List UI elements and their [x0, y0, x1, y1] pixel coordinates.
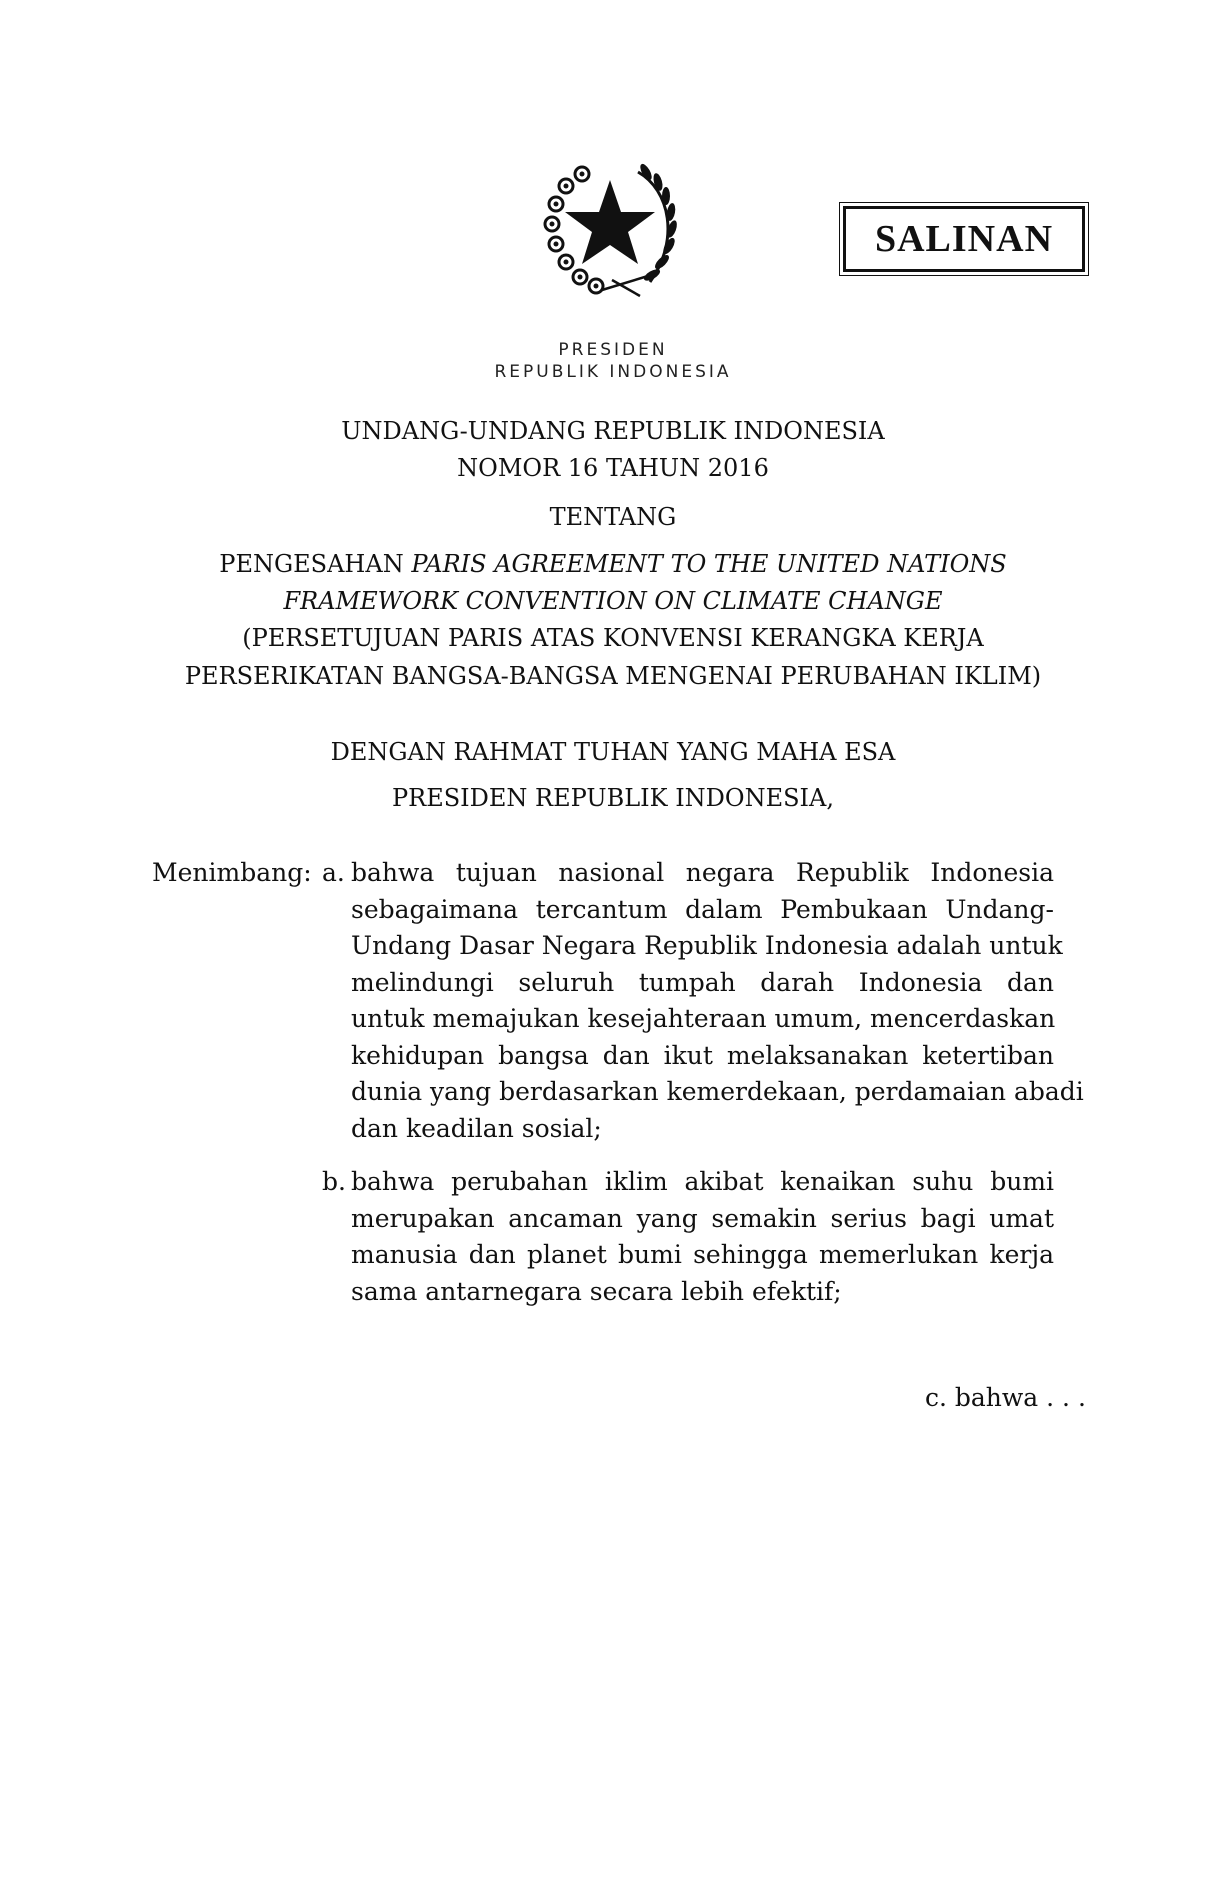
- title-line-1: UNDANG-UNDANG REPUBLIK INDONESIA: [341, 417, 885, 445]
- republik-indonesia-label: REPUBLIK INDONESIA: [494, 362, 732, 382]
- title-line-4: [0, 549, 1226, 579]
- item-a-line: kehidupan bangsa dan ikut melaksanakan ketertiban: [351, 1040, 1054, 1070]
- item-a-line: untuk memajukan kesejahteraan umum, mencerdaskan: [351, 1004, 1056, 1033]
- next-page-catchword: c. bahwa . . .: [925, 1383, 1086, 1412]
- item-b-line: bahwa perubahan iklim akibat kenaikan suhu bumi: [351, 1167, 1054, 1196]
- salinan-stamp: SALINAN: [843, 206, 1085, 272]
- title-line-3: TENTANG: [549, 503, 677, 531]
- item-b-line: merupakan ancaman yang semakin serius bagi umat: [351, 1203, 1054, 1233]
- item-a-line: melindungi seluruh tumpah darah Indonesia dan: [351, 967, 1054, 997]
- item-b-paragraph: [351, 1164, 1054, 1310]
- menimbang-label: Menimbang:: [152, 858, 312, 887]
- title-line-4-plain: PENGESAHAN: [219, 550, 412, 578]
- item-a-letter: a.: [322, 858, 345, 887]
- item-a-line: dunia yang berdasarkan kemerdekaan, perdamaian abadi: [351, 1077, 1084, 1106]
- item-a-paragraph: [351, 855, 1084, 1147]
- title-line-4-italic: PARIS AGREEMENT TO THE UNITED NATIONS: [411, 550, 1007, 578]
- title-line-6: (PERSETUJUAN PARIS ATAS KONVENSI KERANGKA KERJA: [242, 624, 984, 652]
- title-line-5: [0, 586, 1226, 616]
- item-b-line: manusia dan planet bumi sehingga memerlukan kerja: [351, 1240, 1054, 1269]
- title-line-5-italic: FRAMEWORK CONVENTION ON CLIMATE CHANGE: [283, 587, 943, 615]
- item-a-line: dan keadilan sosial;: [351, 1113, 602, 1143]
- item-a-line: sebagaimana tercantum dalam Pembukaan Undang-: [351, 894, 1054, 924]
- item-a-line: Undang Dasar Negara Republik Indonesia adalah untuk: [351, 931, 1063, 960]
- item-b-letter: b.: [322, 1167, 346, 1196]
- title-line-7: PERSERIKATAN BANGSA-BANGSA MENGENAI PERUBAHAN IKLIM): [184, 662, 1042, 690]
- item-a-line: bahwa tujuan nasional negara Republik Indonesia: [351, 858, 1054, 887]
- preamble-line-1: DENGAN RAHMAT TUHAN YANG MAHA ESA: [330, 738, 896, 766]
- item-b-line: sama antarnegara secara lebih efektif;: [351, 1276, 842, 1306]
- presiden-label: PRESIDEN: [558, 340, 668, 360]
- preamble-line-2: PRESIDEN REPUBLIK INDONESIA,: [391, 784, 834, 812]
- presidential-emblem-icon: [520, 150, 700, 310]
- title-line-2: NOMOR 16 TAHUN 2016: [457, 454, 769, 482]
